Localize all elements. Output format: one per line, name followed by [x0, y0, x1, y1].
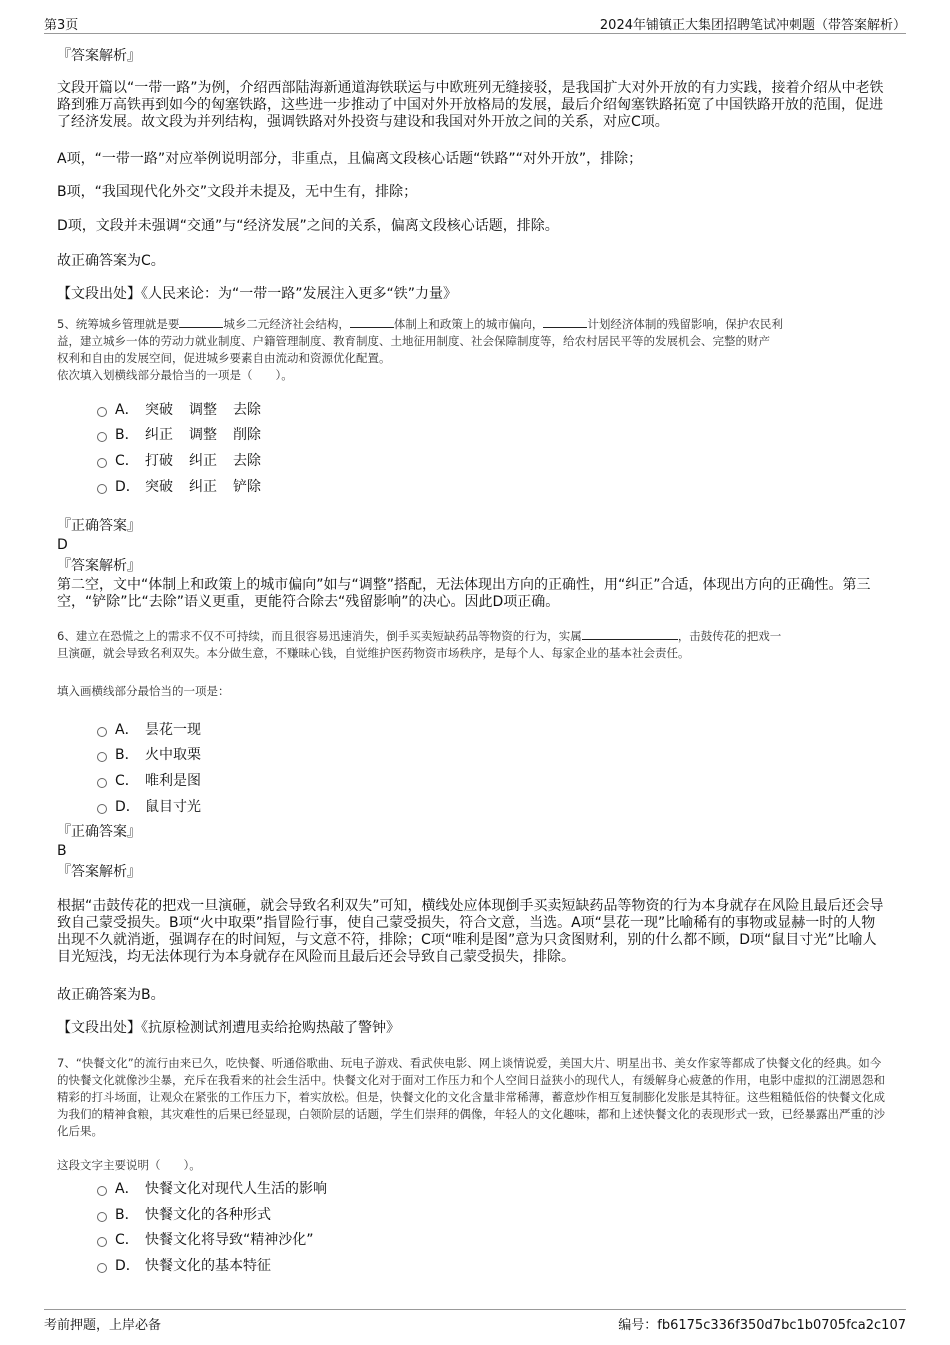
q6-answer: B [57, 843, 67, 859]
document-code: 编号：fb6175c336f350d7bc1b0705fca2c107 [618, 1318, 906, 1333]
radio-icon[interactable] [97, 458, 107, 468]
q5-line-1: 5、统筹城乡管理就是要 城乡二元经济社会结构， 体制上和政策上的城市偏向， 计划经济体制的残留影响，保护农民利 [57, 317, 783, 331]
radio-icon[interactable] [97, 1212, 107, 1222]
radio-icon[interactable] [97, 778, 107, 788]
q6-source: 【文段出处】《抗原检测试剂遭甩卖给抢购热敲了警钟》 [57, 1020, 400, 1036]
page-number: 第3页 [44, 18, 79, 33]
q6-analysis-label: 『答案解析』 [57, 864, 141, 880]
q7-option-c[interactable]: C． 快餐文化将导致“精神沙化” [97, 1229, 314, 1249]
q4-option-d-note: D项，文段并未强调“交通”与“经济发展”之间的关系，偏离文段核心话题，排除。 [57, 218, 559, 234]
q6-option-b[interactable]: B． 火中取栗 [97, 744, 201, 764]
q5-question [57, 316, 887, 384]
q6-line-2: 旦演砸，就会导致名利双失。本分做生意，不赚昧心钱，自觉维护医药物资市场秩序，是每个人、每家企业的基本社会责任。 [57, 646, 690, 660]
q7-option-d[interactable]: D． 快餐文化的基本特征 [97, 1255, 271, 1275]
q4-source: 【文段出处】《人民来论：为“一带一路”发展注入更多“铁”力量》 [57, 286, 458, 302]
q5-analysis: 第二空，文中“体制上和政策上的城市偏向”如与“调整”搭配，无法体现出方向的正确性，用“纠正”合适，体现出方向的正确性。第三空，“铲除”比“去除”语义更重，更能符合除去“残留影响”的决心。因此D项正确。 [57, 577, 871, 610]
radio-icon[interactable] [97, 752, 107, 762]
q5-analysis-label: 『答案解析』 [57, 558, 141, 574]
q4-conclusion: 故正确答案为C。 [57, 253, 165, 269]
q6-option-c[interactable]: C． 唯利是图 [97, 770, 201, 790]
q4-option-a-note: A项，“一带一路”对应举例说明部分，非重点，且偏离文段核心话题“铁路”“对外开放”，排除； [57, 151, 643, 167]
q6-analysis: 根据“击鼓传花的把戏一旦演砸，就会导致名利双失”可知，横线处应体现倒手买卖短缺药品等物资的行为本身就存在风险且最后还会导致自己蒙受损失。B项“火中取栗”指冒险行事，使自己蒙受损失，符合文意，当选。A项“昙花一现”比喻稀有的事物或显赫一时的人物出现不久就消逝，强调存在的时间短，与文意不符，排除；C项“唯利是图”意为只贪图财利，别的什么都不顾，D项“鼠目寸光”比喻人目光短浅，均无法体现行为本身就存在风险而且最后还会导致自己蒙受损失，排除。 [57, 898, 884, 965]
q6-blank [582, 628, 678, 640]
radio-icon[interactable] [97, 1186, 107, 1196]
q5-blank-2 [350, 316, 394, 328]
page-header [44, 12, 906, 34]
q6-prompt: 填入画横线部分最恰当的一项是： [57, 684, 230, 698]
footer-slogan: 考前押题，上岸必备 [44, 1318, 162, 1333]
q4-analysis-label: 『答案解析』 [57, 48, 141, 64]
radio-icon[interactable] [97, 804, 107, 814]
q5-prompt: 依次填入划横线部分最恰当的一项是（ ）。 [57, 368, 293, 382]
q5-option-c[interactable]: C． 打破 纠正 去除 [97, 450, 277, 470]
q5-option-b[interactable]: B． 纠正 调整 削除 [97, 424, 277, 444]
radio-icon[interactable] [97, 1237, 107, 1247]
q7-option-a[interactable]: A． 快餐文化对现代人生活的影响 [97, 1178, 327, 1198]
q6-question [57, 628, 887, 662]
q5-option-d[interactable]: D． 突破 纠正 铲除 [97, 476, 277, 496]
radio-icon[interactable] [97, 727, 107, 737]
q5-blank-1 [179, 316, 223, 328]
q5-line-3: 权利和自由的发展空间，促进城乡要素自由流动和资源优化配置。 [57, 351, 391, 365]
q6-option-a[interactable]: A． 昙花一现 [97, 719, 201, 739]
page-footer [44, 1309, 906, 1335]
document-title: 2024年铺镇正大集团招聘笔试冲刺题（带答案解析） [599, 18, 906, 33]
radio-icon[interactable] [97, 484, 107, 494]
q6-line-1: 6、建立在恐慌之上的需求不仅不可持续，而且很容易迅速消失，倒手买卖短缺药品等物资的行为，实属 ，击鼓传花的把戏一 [57, 629, 782, 643]
q5-option-a[interactable]: A． 突破 调整 去除 [97, 399, 277, 419]
q7-question: 7、“快餐文化”的流行由来已久，吃快餐、听通俗歌曲、玩电子游戏、看武侠电影、网上谈情说爱，美国大片、明星出书、美女作家等都成了快餐文化的经典。如今的快餐文化就像沙尘暴，充斥在我看来的社会生活中。快餐文化对于面对工作压力和个人空间日益狭小的现代人，有缓解身心疲惫的作用，电影中虚拟的江湖恩怨和精彩的打斗场面，让观众在紧张的工作压力下，着实放松。但是，快餐文化的文化含量非常稀薄，蓄意炒作相互复制膨化发胀是其特征。这些粗糙低俗的快餐文化成为我们的精神食粮，其灾难性的后果已经显现，白领阶层的话题，学生们崇拜的偶像，年轻人的文化趣味，都和上述快餐文化的表现形式一致，已经暴露出严重的沙化后果。 [57, 1056, 885, 1138]
q5-line-2: 益，建立城乡一体的劳动力就业制度、户籍管理制度、教育制度、土地征用制度、社会保障制度等，给农村居民平等的发展机会、完整的财产 [57, 334, 770, 348]
radio-icon[interactable] [97, 432, 107, 442]
radio-icon[interactable] [97, 407, 107, 417]
q7-option-b[interactable]: B． 快餐文化的各种形式 [97, 1204, 271, 1224]
q6-answer-label: 『正确答案』 [57, 824, 141, 840]
q7-prompt: 这段文字主要说明（ ）。 [57, 1158, 201, 1172]
q5-blank-3 [543, 316, 587, 328]
q4-option-b-note: B项，“我国现代化外交”文段并未提及，无中生有，排除； [57, 184, 418, 200]
q5-answer: D [57, 537, 68, 553]
q6-conclusion: 故正确答案为B。 [57, 987, 165, 1003]
q5-answer-label: 『正确答案』 [57, 518, 141, 534]
radio-icon[interactable] [97, 1263, 107, 1273]
q4-analysis: 文段开篇以“一带一路”为例，介绍西部陆海新通道海铁联运与中欧班列无缝接驳，是我国扩大对外开放的有力实践，接着介绍从中老铁路到雅万高铁再到如今的匈塞铁路，这些进一步推动了中国对外开放格局的发展，最后介绍匈塞铁路拓宽了中国铁路开放的范围，促进了经济发展。故文段为并列结构，强调铁路对外投资与建设和我国对外开放之间的关系，对应C项。 [57, 80, 884, 130]
q6-option-d[interactable]: D． 鼠目寸光 [97, 796, 201, 816]
